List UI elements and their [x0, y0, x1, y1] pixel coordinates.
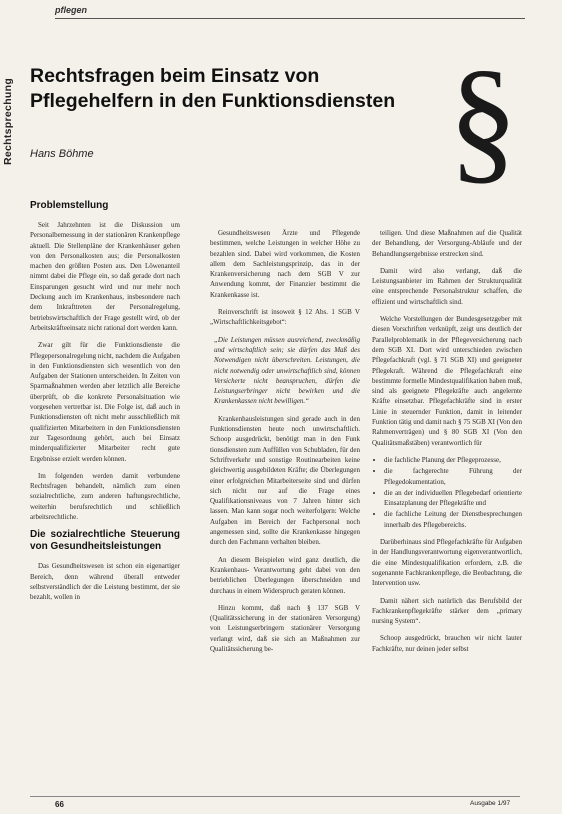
list-item: • die fachliche Planung der Pflegeprozesse,: [384, 455, 522, 465]
body-paragraph: Welche Vorstellungen der Bundesgesetzgeber mit diesen Vorschriften verknüpft, zeigt uns deutlich der Parallelproblematik in der Pflegeversicherung nach dem SGB XI. Dort wird unterschieden zwischen Pflegefachkraft (vgl. § 71 SGB XI) und geeigneter Pflegekraft. Während die Pflegefachkraft eine bestimmte formelle Mindestqualifikation haben muß, sind als geeignete Pflegekräfte auch angelernte Kräfte einsetzbar. Pflegefachkräfte sind in erster Linie in steuernder Funktion, damit in leitender Funktion tätig und damit nach § 75 SGB XI (Von den Rahmenverträgen) und § 80 SGB XI (Von den Qualitätsmaßstäben) verantwortlich für: [372, 315, 522, 447]
page-number: 66: [55, 800, 64, 809]
body-paragraph: An diesem Beispielen wird ganz deutlich, die Krankenhaus- Verantwortung geht dabei von den betrieblichen Überlegungen überschneiden und durchaus in einem Widerspruch geraten können.: [210, 555, 360, 595]
article-title: Rechtsfragen beim Einsatz von Pflegehelfern in den Funktionsdiensten: [30, 65, 396, 112]
section-heading: Die sozialrechtliche Steuerung von Gesundheitsleistungen: [30, 529, 180, 553]
body-paragraph: teiligen. Und diese Maßnahmen auf die Qualität der Behandlung, der Versorgung-Abläufe und der Behandlungsergebnisse erstrecken sind.: [372, 229, 522, 258]
body-paragraph: Krankenhausleistungen sind gerade auch in den Funktionsdiensten heute noch unwirtschaftlich. Schoop ausgedrückt, benötigt man in den Funk tionsdiensten zum Auffüllen von Schubladen, für den Schriftverkehr und sonstige Routinearbeiten keine gleichwertig ausgebildeten Kräfte; die Überlegungen einer erfolgreichen Mitarbeiterseite sind und dürfen sich nicht nur auf die Frage eines Qualifikationsniveaus von 7 Jahren hinter sich lassen. Man kann sogar noch weiterfolgern: Welche Aufgaben im Bereich der Fachpersonal noch angemessen sind, sollte die Krankenkasse hingegen durch den Fachmann verhalten bleiben.: [210, 414, 360, 547]
header-rule: [55, 18, 525, 19]
footer-rule: [30, 796, 520, 797]
list-item: • die fachgerechte Führung der Pflegedokumentation,: [384, 466, 522, 487]
list-item: • die fachliche Leitung der Dienstbesprechungen innerhalb des Pflegebereichs.: [384, 509, 522, 530]
column-3: [372, 228, 522, 793]
journal-name: pflegen: [55, 5, 88, 15]
body-paragraph: Das Gesundheitswesen ist schon ein eigenartiger Bereich, denn während überall entweder selbstverständlich der die Leistung bestimmt, der sie bezahlt, wollen in: [30, 562, 180, 602]
body-paragraph: Zwar gilt für die Funktionsdienste die Pflegepersonalregelung nicht, nachdem die Aufgaben in den Funktionsdiensten sich wesentlich von den Aufgaben der Stationen unterscheiden. In Zeiten von Sparmaßnahmen werden aber letztlich alle Bereiche überprüft, ob die konkrete Personalsituation wie vorgesehen vertretbar ist. Die Folge ist, daß auch in Funktionsdiensten oft nicht mehr ausschließlich mit qualifizierten Mitarbeitern in den Funktionsdiensten zur Tagesordnung gehört, auch bei Einsatz minderqualifizierter Mitarbeiter recht gute Ergebnisse erzielt werden können.: [30, 341, 180, 463]
section-label: Rechtsprechung: [2, 77, 14, 165]
body-paragraph: Darüberhinaus sind Pflegefachkräfte für Aufgaben in der Handlungsverantwortung eigenverantwortlich, die eine Mindestqualifikation erfordern, z.B. die sogenannte Fachkrankenpflege, die Beobachtung, die Intervention usw.: [372, 538, 522, 588]
body-paragraph: Im folgenden werden damit verbundene Rechtsfragen behandelt, nämlich zum einen sozialrechtliche, zum anderen haftungsrechtliche, weiterhin berufsrechtlich und schließlich arbeitsrechtliche.: [30, 471, 180, 522]
section-heading: Problemstellung: [30, 200, 109, 211]
legal-quote: „Die Leistungen müssen ausreichend, zweckmäßig und wirtschaftlich sein; sie dürfen das Maß des Notwendigen nicht überschreiten. Leistungen, die nicht notwendig oder unwirtschaftlich sind, können Versicherte nicht beanspruchen, dürfen die Leistungserbringer nicht bewirken und die Krankenkassen nicht bewilligen.“: [214, 335, 360, 406]
column-1: [30, 200, 180, 790]
body-paragraph: Schoop ausgedrückt, brauchen wir nicht lauter Fachkräfte, nur deinen jeder selbst: [372, 634, 522, 653]
list-item: • die an der individuellen Pflegebedarf orientierte Einsatzplanung der Pflegekräfte und: [384, 488, 522, 509]
body-paragraph: Hinzu kommt, daß nach § 137 SGB V (Qualitätssicherung in der stationären Versorgung) von Leistungserbringern stationärer Versorgung verlangt wird, daß sie sich an Maßnahmen zur Qualitätssicherung be-: [210, 603, 360, 653]
body-paragraph: Reinverschrift ist insoweit § 12 Abs. 1 SGB V „Wirtschaftlichkeitsgebot“:: [210, 308, 360, 327]
paragraph-symbol-graphic: §: [448, 42, 518, 197]
body-paragraph: Damit wird also verlangt, daß die Leistungsanbieter im Rahmen der Strukturqualität eine entsprechende Personalstruktur schaffen, die effizient und wirtschaftlich sind.: [372, 266, 522, 306]
body-paragraph: Seit Jahrzehnten ist die Diskussion um Personalbemessung in der stationären Krankenpflege aktuell. Die Stellenpläne der Krankenhäuser gehen von den Personalkosten aus; die Personalkosten machen den größten Posten aus. Den Löwenanteil nimmt dabei die Pflege ein, so daß gerade dort nach Einsparungen gesucht wird und nur mehr noch Deckung auch im Krankenhaus, insbesondere nach dem Inkrafttreten der Personalregelung, betriebswirtschaftlich der Frage gestellt wird, ob der Arbeitskräfteeinsatz nicht rational dort werden kann.: [30, 221, 180, 332]
column-2: [210, 228, 360, 793]
body-paragraph: Gesundheitswesen Ärzte und Pflegende bestimmen, welche Leistungen in welcher Höhe zu bezahlen sind. Dabei wird vorkommen, die Kosten allem dem Sachleistungsprinzip, das in der Krankenversicherung nach dem SGB V zur Anwendung kommt, der Finanzier bestimmt die Krankenkasse ist.: [210, 229, 360, 299]
issue-label: Ausgabe 1/97: [470, 800, 511, 807]
article-author: Hans Böhme: [30, 148, 94, 160]
responsibility-list: [372, 455, 522, 530]
body-paragraph: Damit nähert sich natürlich das Berufsbild der Fachkrankenpflegekräfte stärker dem „primary nursing System“.: [372, 596, 522, 626]
